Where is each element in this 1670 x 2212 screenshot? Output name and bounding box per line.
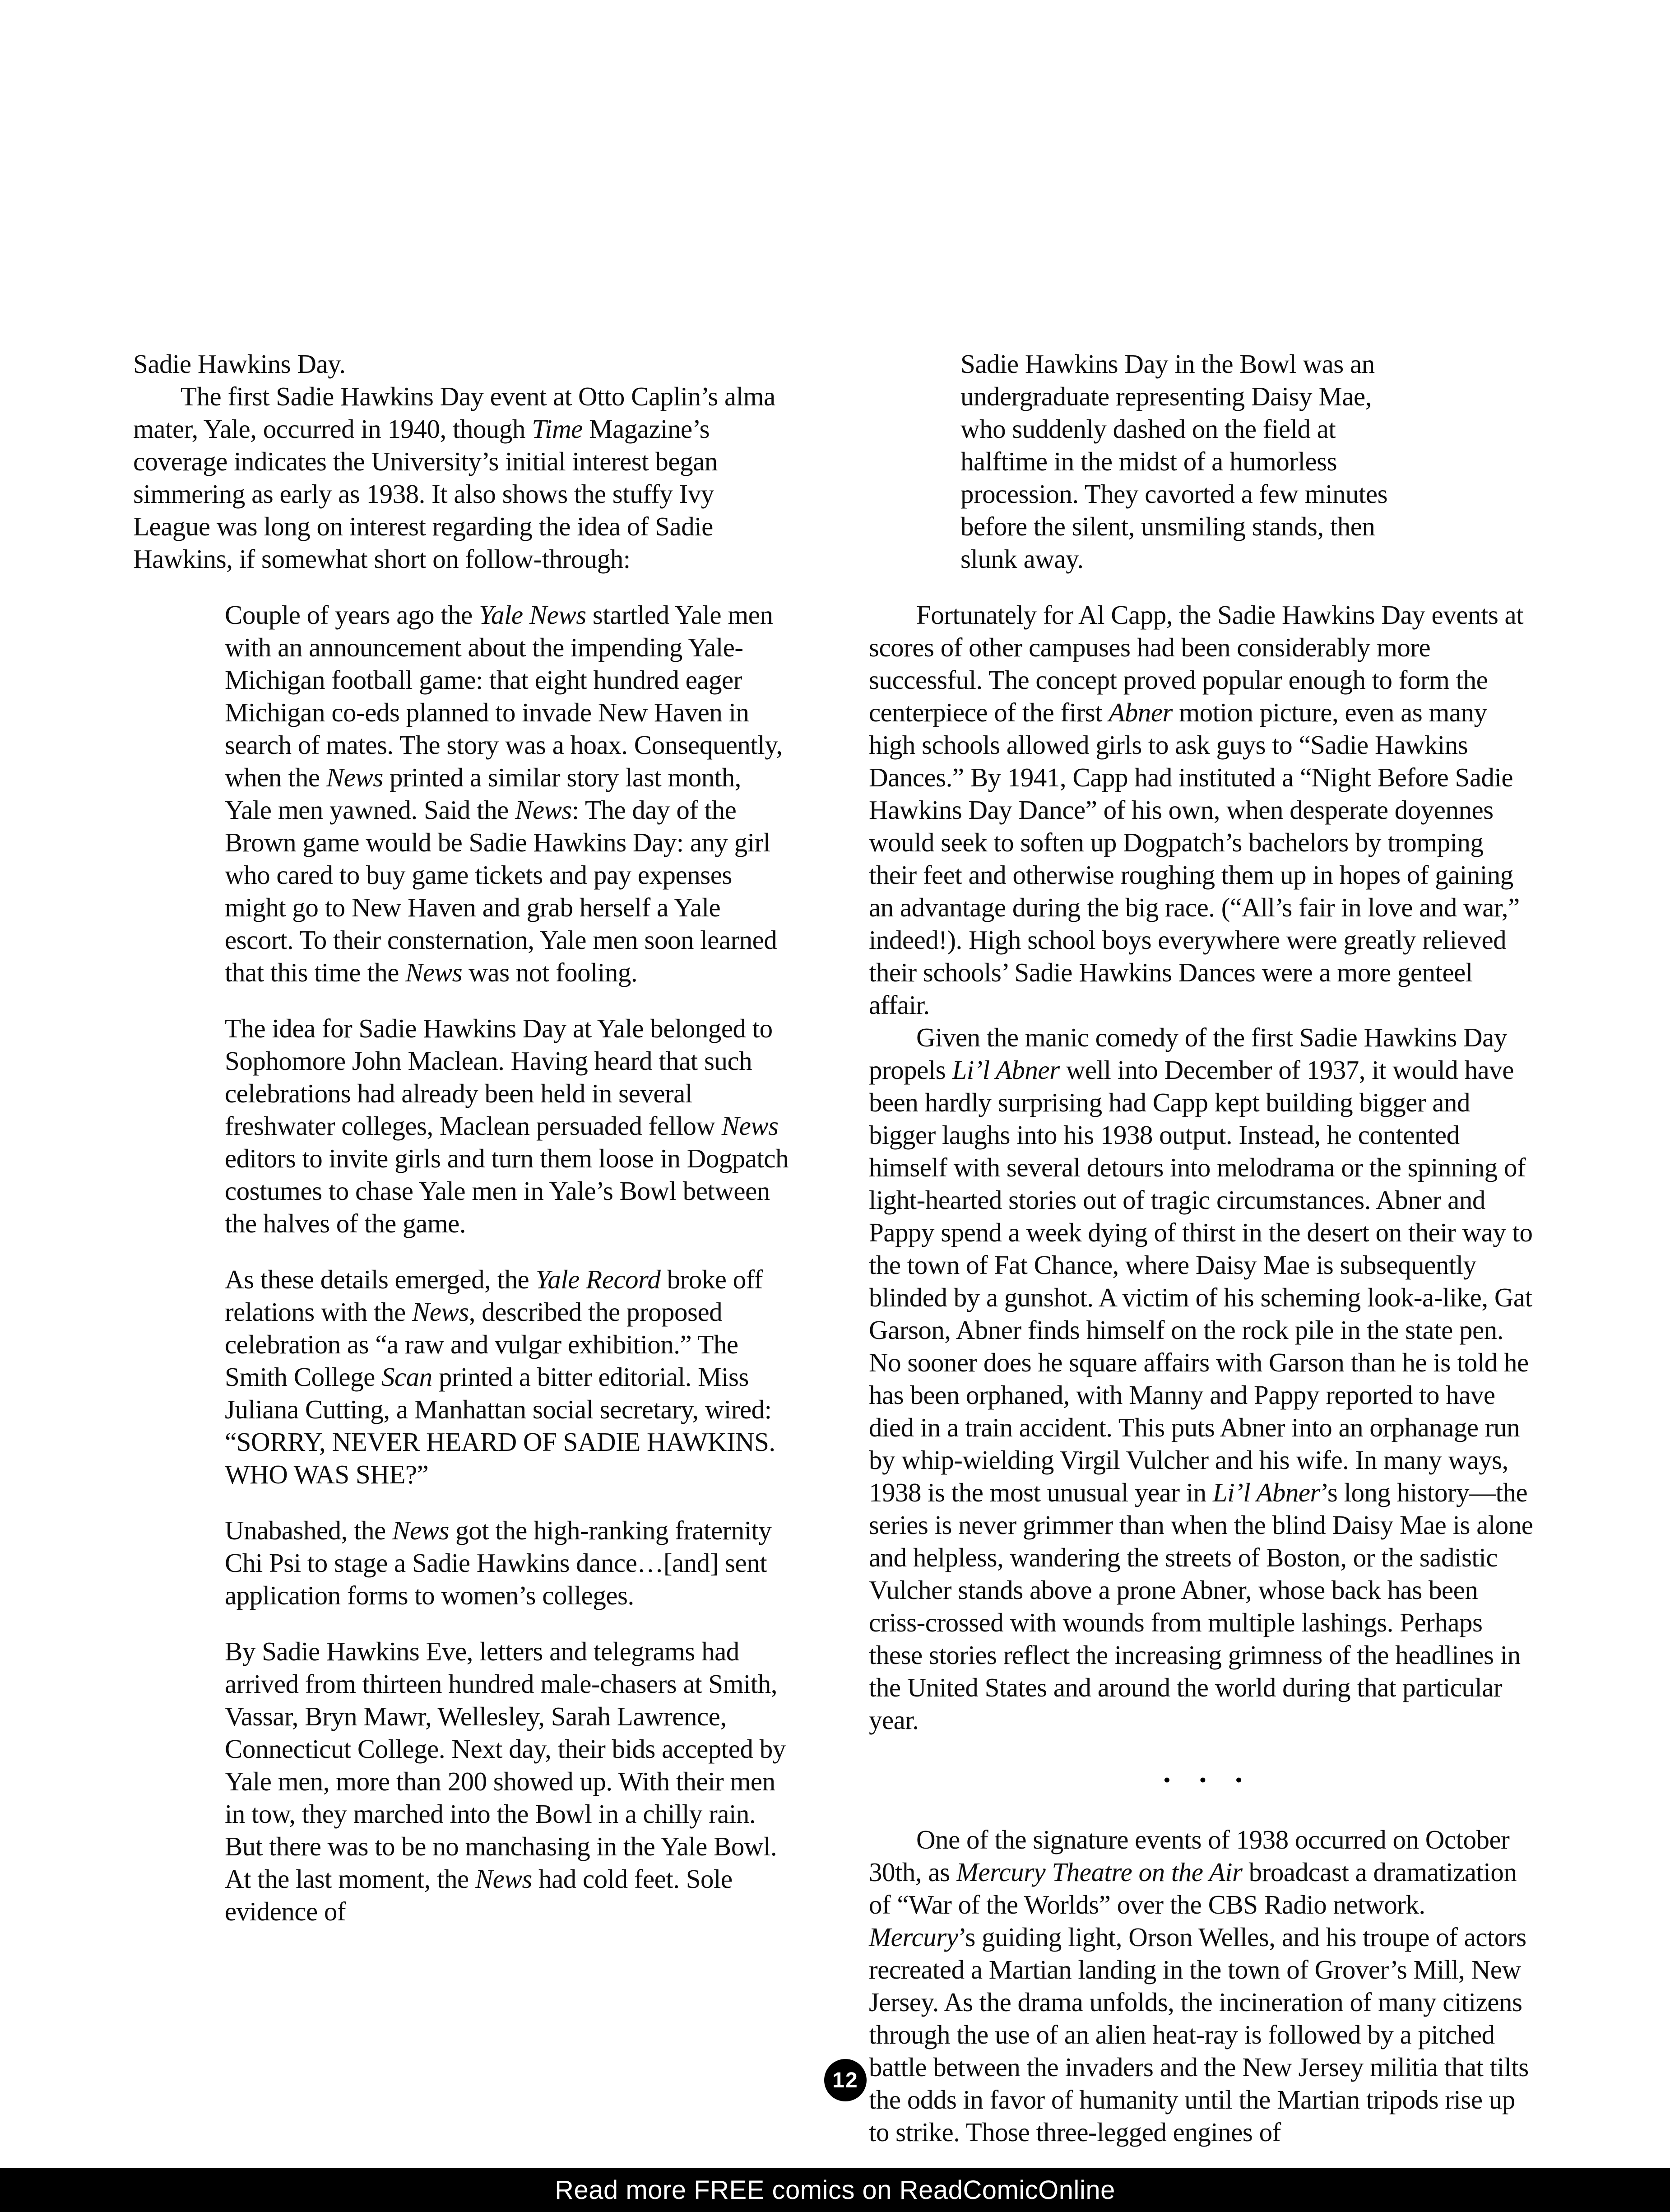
text-segment: got the high-ranking fraternity Chi Psi to stage a Sadie Hawkins dance…[and] sent application forms to women’s colleges. [225,1515,772,1610]
text-segment: Mercury Theatre on the Air [956,1857,1243,1887]
text-segment: had cold feet. Sole evidence of [225,1864,733,1926]
text-segment: Magazine’s coverage indicates the University’s initial interest began simmering as early as 1938. It also shows the stuffy Ivy League was long on interest regarding the idea of Sadie Hawkins, if somewhat short on follow-through: [133,414,718,574]
text-segment: By Sadie Hawkins Eve, letters and telegrams had arrived from thirteen hundred male-chasers at Smith, Vassar, Bryn Mawr, Wellesley, Sarah Lawrence, Connecticut College. Next day, their bids accepted by Yale men, more than 200 showed up. With their men in tow, they marched into the Bowl in a chilly rain. But there was to be no manchasing in the Yale Bowl. At the last moment, the [225,1636,786,1894]
paragraph [133,380,794,575]
text-segment: broadcast a dramatization of “War of the Worlds” over the CBS Radio network. [869,1857,1517,1919]
paragraph [869,1823,1537,2148]
text-segment: well into December of 1937, it would have been hardly surprising had Capp kept building bigger and bigger laughs into his 1938 output. Instead, he contented himself with several detours into melodrama or the spinning of light-hearted stories out of tragic circumstances. Abner and Pappy spend a week dying of thirst in the desert on their way to the town of Fat Chance, where Daisy Mae is subsequently blinded by a gunshot. A victim of his scheming look-a-like, Gat Garson, Abner finds himself on the rock pile in the state pen. No sooner does he square affairs with Garson than he is told he has been orphaned, with Manny and Pappy reported to have died in a train accident. This puts Abner into an orphanage run by whip-wielding Virgil Vulcher and his wife. In many ways, 1938 is the most unusual year in [869,1055,1533,1507]
text-segment: News [721,1111,779,1141]
paragraph-heading-line [133,348,794,380]
text-segment: The idea for Sadie Hawkins Day at Yale belonged to Sophomore John Maclean. Having heard that such celebrations had already been held in several freshwater colleges, Maclean persuaded fellow [225,1013,773,1141]
quote-paragraph [225,1635,790,1928]
text-segment: was not fooling. [462,957,638,987]
text-segment: Scan [381,1362,432,1392]
quote-paragraph [225,1514,790,1612]
article-columns [133,348,1537,2148]
quote-paragraph [225,1263,790,1491]
text-segment: printed a bitter editorial. Miss Juliana Cutting, a Manhattan social secretary, wired: “SORRY, NEVER HEARD OF SADIE HAWKINS. WHO WAS SHE?” [225,1362,775,1489]
quote-paragraph [225,599,790,989]
text-segment: News [326,762,383,792]
text-segment: Time [532,414,583,444]
text-segment: editors to invite girls and turn them loose in Dogpatch costumes to chase Yale men in Yale’s Bowl between the halves of the game. [225,1143,789,1238]
footer-banner-text: Read more FREE comics on ReadComicOnline [555,2175,1115,2205]
quote-paragraph [225,1012,790,1240]
text-segment: News [515,795,572,825]
text-segment: As these details emerged, the [225,1264,536,1294]
right-column [869,348,1537,2148]
text-segment: Given the manic comedy of the first Sadie Hawkins Day propels [869,1022,1507,1085]
paragraph [869,599,1537,1021]
text-segment: Sadie Hawkins Day in the Bowl was an undergraduate representing Daisy Mae, who suddenly dashed on the field at halftime in the midst of a humorless procession. They cavorted a few minutes before the silent, unsmiling stands, then slunk away. [960,349,1388,574]
text-segment: printed a similar story last month, Yale men yawned. Said the [225,762,741,825]
text-segment: motion picture, even as many high schools allowed girls to ask guys to “Sadie Hawkins Dances.” By 1941, Capp had instituted a “Night Before Sadie Hawkins Day Dance” of his own, when desperate doyennes would seek to soften up Dogpatch’s bachelors by tromping their feet and otherwise roughing them up in hopes of gaining an advantage during the big race. (“All’s fair in love and war,” indeed!). High school boys everywhere were greatly relieved their schools’ Sadie Hawkins Dances were a more genteel affair. [869,697,1520,1020]
text-segment: News [412,1297,469,1327]
text-segment: , described the proposed celebration as “a raw and vulgar exhibition.” The Smith College [225,1297,738,1392]
page-number: 12 [832,2068,858,2092]
text-segment: broke off relations with the [225,1264,763,1327]
text-segment: Yale News [479,600,586,630]
text-segment: Abner [1109,697,1173,727]
text-segment: Yale Record [535,1264,661,1294]
text-segment: startled Yale men with an announcement about the impending Yale-Michigan football game: that eight hundred eager Michigan co-eds planned to invade New Haven in search of mates. The story was a hoax. Consequently, when the [225,600,783,792]
text-segment: News [475,1864,532,1894]
text-segment: Li’l Abner [1212,1478,1321,1507]
left-column [133,348,794,2148]
text-segment: News [392,1515,449,1545]
text-segment: Li’l Abner [952,1055,1060,1085]
text-segment: : The day of the Brown game would be Sadie Hawkins Day: any girl who cared to buy game tickets and pay expenses might go to New Haven and grab herself a Yale escort. To their consternation, Yale men soon learned that this time the [225,795,777,987]
text-segment: ’s long history—the series is never grimmer than when the blind Daisy Mae is alone and helpless, wandering the streets of Boston, or the sadistic Vulcher stands above a prone Abner, whose back has been criss-crossed with wounds from multiple lashings. Perhaps these stories reflect the increasing grimness of the headlines in the United States and around the world during that particular year. [869,1478,1533,1735]
text-segment: News [405,957,463,987]
section-separator: • • • [1163,1768,1254,1791]
quote-paragraph-continuation [960,348,1415,575]
text-segment: Couple of years ago the [225,600,479,630]
text-segment: Sadie Hawkins Day. [133,349,346,379]
text-segment: Unabashed, the [225,1515,392,1545]
page-number-badge [824,2059,867,2101]
paragraph [869,1021,1537,1736]
footer-banner[interactable] [0,2168,1670,2212]
text-segment: One of the signature events of 1938 occurred on October 30th, as [869,1825,1510,1887]
text-segment: The first Sadie Hawkins Day event at Otto Caplin’s alma mater, Yale, occurred in 1940, though [133,381,775,444]
text-segment: ’s guiding light, Orson Welles, and his troupe of actors recreated a Martian landing in the town of Grover’s Mill, New Jersey. As the drama unfolds, the incineration of many citizens through the use of an alien heat-ray is followed by a pitched battle between the invaders and the New Jersey militia that tilts the odds in favor of humanity until the Martian tripods rise up to strike. Those three-legged engines of [869,1922,1529,2147]
text-segment: Mercury [869,1922,958,1952]
text-segment: Fortunately for Al Capp, the Sadie Hawkins Day events at scores of other campuses had been considerably more successful. The concept proved popular enough to form the centerpiece of the first [869,600,1524,727]
